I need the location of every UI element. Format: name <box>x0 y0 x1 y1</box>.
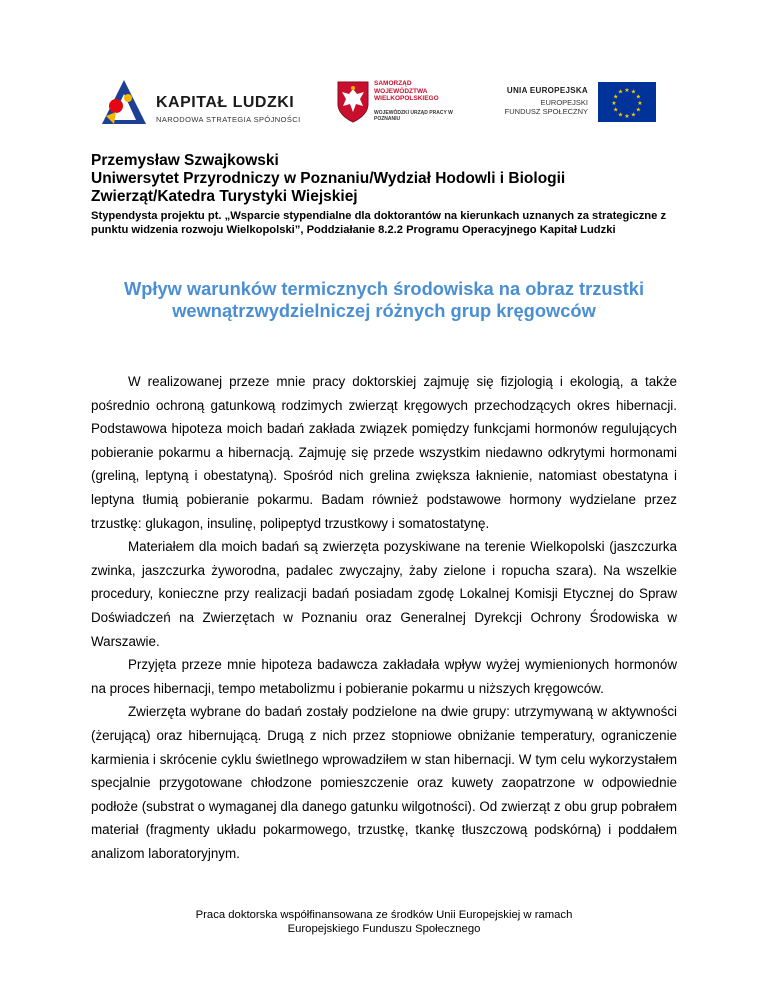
document-title: Wpływ warunków termicznych środowiska na obraz trzustki wewnątrzwydzielniczej różnych grup kręgowców <box>123 278 645 321</box>
samorzad-logo <box>336 80 456 130</box>
svg-text:★: ★ <box>630 111 637 119</box>
eu-logo <box>488 82 658 132</box>
svg-text:★: ★ <box>635 106 641 114</box>
eu-flag-icon <box>598 82 656 122</box>
eu-fund-line2: FUNDUSZ SPOŁECZNY <box>504 107 588 116</box>
samorzad-name: SAMORZĄD WOJEWÓDZTWA WIELKOPOLSKIEGO <box>374 80 439 102</box>
author-block <box>91 152 691 206</box>
kapital-ludzki-subtitle: NARODOWA STRATEGIA SPÓJNOŚCI <box>156 115 301 124</box>
logo-bar <box>0 70 768 140</box>
svg-text:★: ★ <box>635 93 641 101</box>
kapital-ludzki-name: KAPITAŁ LUDZKI <box>156 94 295 111</box>
svg-text:★: ★ <box>637 100 643 107</box>
coat-of-arms-eagle-icon <box>336 80 370 124</box>
paragraph: Materiałem dla moich badań są zwierzęta pozyskiwane na terenie Wielkopolski (jaszczurka zwinka, jaszczurka żyworodna, padalec zwyczajny, żaby zielone i ropucha szara). Na wszelkie procedury, konieczne przy realizacji badań posiadam zgodę Lokalnej Komisji Etycznej do Spraw Doświadczeń na Zwierzętach w Poznaniu oraz Generalnej Dyrekcji Ochrony Środowiska w Warszawie. <box>91 539 677 649</box>
svg-text:★: ★ <box>630 88 637 96</box>
paragraph: W realizowanej przeze mnie pracy doktorskiej zajmuję się fizjologią i ekologią, a także pośrednio ochroną gatunkową rodzimych zwierząt kręgowych przechodzących okres hibernacji. Podstawowa hipoteza moich badań zakłada związek pomiędzy funkcjami hormonów regulujących pobieranie pokarmu a hibernacją. Zajmuję się przede wszystkim niedawno odkrytymi hormonami (greliną, leptyną i obestatyną). Spośród nich grelina zwiększa łaknienie, natomiast obestatyna i leptyna tłumią pobieranie pokarmu. Badam również podstawowe hormony wydzielane przez trzustkę: glukagon, insulinę, polipeptyd trzustkowy i somatostatynę. <box>91 374 677 531</box>
author-affiliation: Uniwersytet Przyrodniczy w Poznaniu/Wydział Hodowli i Biologii Zwierząt/Katedra Turystyki Wiejskiej <box>91 170 566 205</box>
footer-note <box>91 908 677 936</box>
kapital-ludzki-emblem-icon <box>98 76 154 132</box>
wup-name: WOJEWÓDZKI URZĄD PRACY W POZNANIU <box>374 110 453 122</box>
svg-text:★: ★ <box>617 88 624 96</box>
kapital-ludzki-logo <box>98 76 301 132</box>
paragraph: Przyjęta przeze mnie hipoteza badawcza zakładała wpływ wyżej wymienionych hormonów na proces hibernacji, tempo metabolizmu i pobieranie pokarmu u niższych kręgowców. <box>91 657 677 696</box>
footer-line2: Europejskiego Funduszu Społecznego <box>287 923 481 935</box>
eu-fund <box>488 98 588 116</box>
author-name: Przemysław Szwajkowski <box>91 152 279 169</box>
eu-fund-line1: EUROPEJSKI <box>540 98 588 107</box>
svg-text:★: ★ <box>617 111 624 119</box>
eu-title: UNIA EUROPEJSKA <box>506 86 588 95</box>
svg-text:★: ★ <box>613 106 619 114</box>
svg-text:★: ★ <box>611 100 617 107</box>
svg-text:★: ★ <box>613 93 619 101</box>
svg-text:★: ★ <box>624 87 630 94</box>
document-body <box>91 370 677 865</box>
footer-line1: Praca doktorska współfinansowana ze środków Unii Europejskiej w ramach <box>195 909 573 921</box>
paragraph: Zwierzęta wybrane do badań zostały podzielone na dwie grupy: utrzymywaną w aktywności (żerującą) oraz hibernującą. Drugą z nich przez stopniowe obniżanie temperatury, ograniczenie karmienia i skrócenie cyklu świetlnego wprowadziłem w stan hibernacji. W tym celu wykorzystałem specjalnie przygotowane chłodzone pomieszczenie oraz kuwety zaopatrzone w odpowiednie podłoże (substrat o wymaganej dla danego gatunku wilgotności). Od zwierząt z obu grup pobrałem materiał (fragmenty układu pokarmowego, trzustkę, tkankę tłuszczową podskórną) i poddałem analizom laboratoryjnym. <box>91 704 677 861</box>
scholarship-note: Stypendysta projektu pt. „Wsparcie stypendialne dla doktorantów na kierunkach uznanych za strategiczne z punktu widzenia rozwoju Wielkopolski”, Poddziałanie 8.2.2 Programu Operacyjnego Kapitał Ludzki <box>91 210 667 236</box>
svg-text:★: ★ <box>624 113 630 120</box>
